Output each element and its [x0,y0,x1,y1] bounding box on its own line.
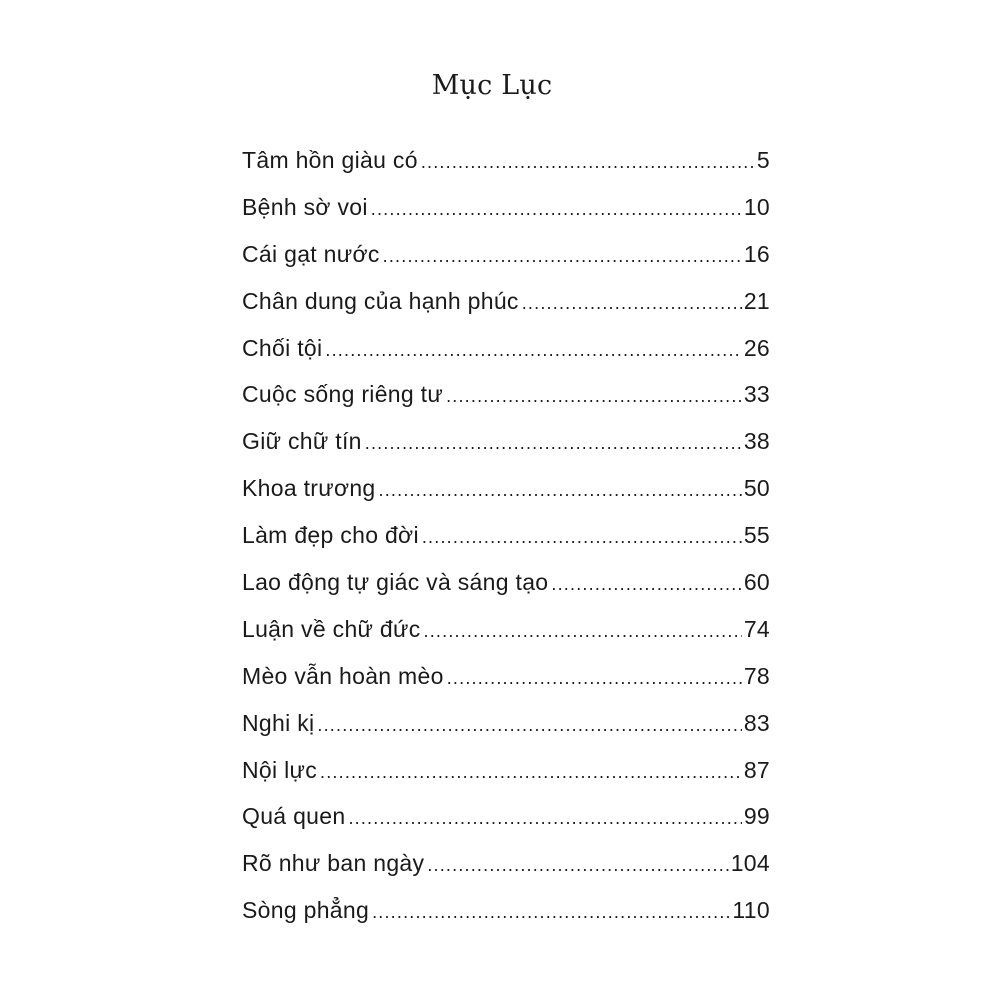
toc-entry-page: 38 [743,428,770,455]
toc-entry [242,371,770,418]
toc-entry [242,887,770,934]
dot-leader [447,655,742,702]
dot-leader [422,514,742,561]
dot-leader [551,561,741,608]
toc-entry-page: 5 [756,147,770,173]
toc-entry-page: 99 [743,803,770,830]
toc-entry [242,793,770,840]
toc-entry-page: 26 [743,334,770,361]
toc-entry-page: 110 [732,897,770,924]
toc-entry [242,325,770,372]
toc-entry-title: Quá quen [242,803,346,830]
toc-entry-page: 50 [743,475,770,502]
dot-leader [325,327,741,374]
dot-leader [379,467,742,514]
toc-entry [242,231,770,278]
toc-entry [242,653,770,700]
toc-entry-page: 74 [743,615,770,642]
toc-entry-page: 33 [743,381,770,408]
toc-entry [242,184,770,231]
toc-entry-page: 16 [743,240,770,267]
toc-entry-title: Giữ chữ tín [242,428,362,455]
toc-entry-page: 60 [743,569,770,596]
toc-entry-page: 87 [743,756,770,783]
toc-entry-title: Nội lực [242,756,318,783]
toc-entry [242,840,770,887]
dot-leader [421,139,755,186]
dot-leader [383,233,742,280]
page-title: Mục Lục [431,70,553,101]
toc-entry-title: Chối tội [242,334,323,361]
toc-entry [242,559,770,606]
toc-entry-title: Luận về chữ đức [242,615,421,642]
dot-leader [522,280,742,327]
dot-leader [348,795,741,842]
toc-entry [242,606,770,653]
toc-entry-title: Cuộc sống riêng tư [242,381,444,408]
toc-entry-page: 21 [743,287,770,314]
toc-entry [242,700,770,747]
table-of-contents [242,137,770,934]
toc-entry-title: Làm đẹp cho đời [242,522,419,549]
toc-entry-title: Rõ như ban ngày [242,850,425,877]
toc-entry-title: Tâm hồn giàu có [242,147,418,173]
dot-leader [427,842,728,889]
toc-entry-title: Nghi kị [242,709,315,736]
dot-leader [372,889,730,936]
toc-entry-page: 55 [743,522,770,549]
toc-entry-title: Chân dung của hạnh phúc [242,287,519,314]
toc-entry [242,278,770,325]
toc-entry-page: 104 [730,850,770,877]
dot-leader [320,749,742,796]
toc-entry-title: Bệnh sờ voi [242,193,368,220]
dot-leader [446,373,742,420]
dot-leader [371,186,742,233]
toc-entry [242,465,770,512]
toc-entry [242,747,770,794]
toc-entry [242,512,770,559]
toc-entry-page: 78 [743,662,770,689]
toc-entry-page: 10 [743,193,770,220]
toc-entry-page: 83 [743,709,770,736]
dot-leader [365,420,742,467]
toc-entry-title: Mèo vẫn hoàn mèo [242,662,444,689]
dot-leader [424,608,742,655]
toc-entry-title: Khoa trương [242,475,376,502]
toc-entry-title: Cái gạt nước [242,240,380,267]
toc-entry [242,418,770,465]
toc-entry [242,137,770,184]
toc-entry-title: Sòng phẳng [242,897,370,924]
toc-entry-title: Lao động tự giác và sáng tạo [242,569,549,596]
dot-leader [317,702,741,749]
